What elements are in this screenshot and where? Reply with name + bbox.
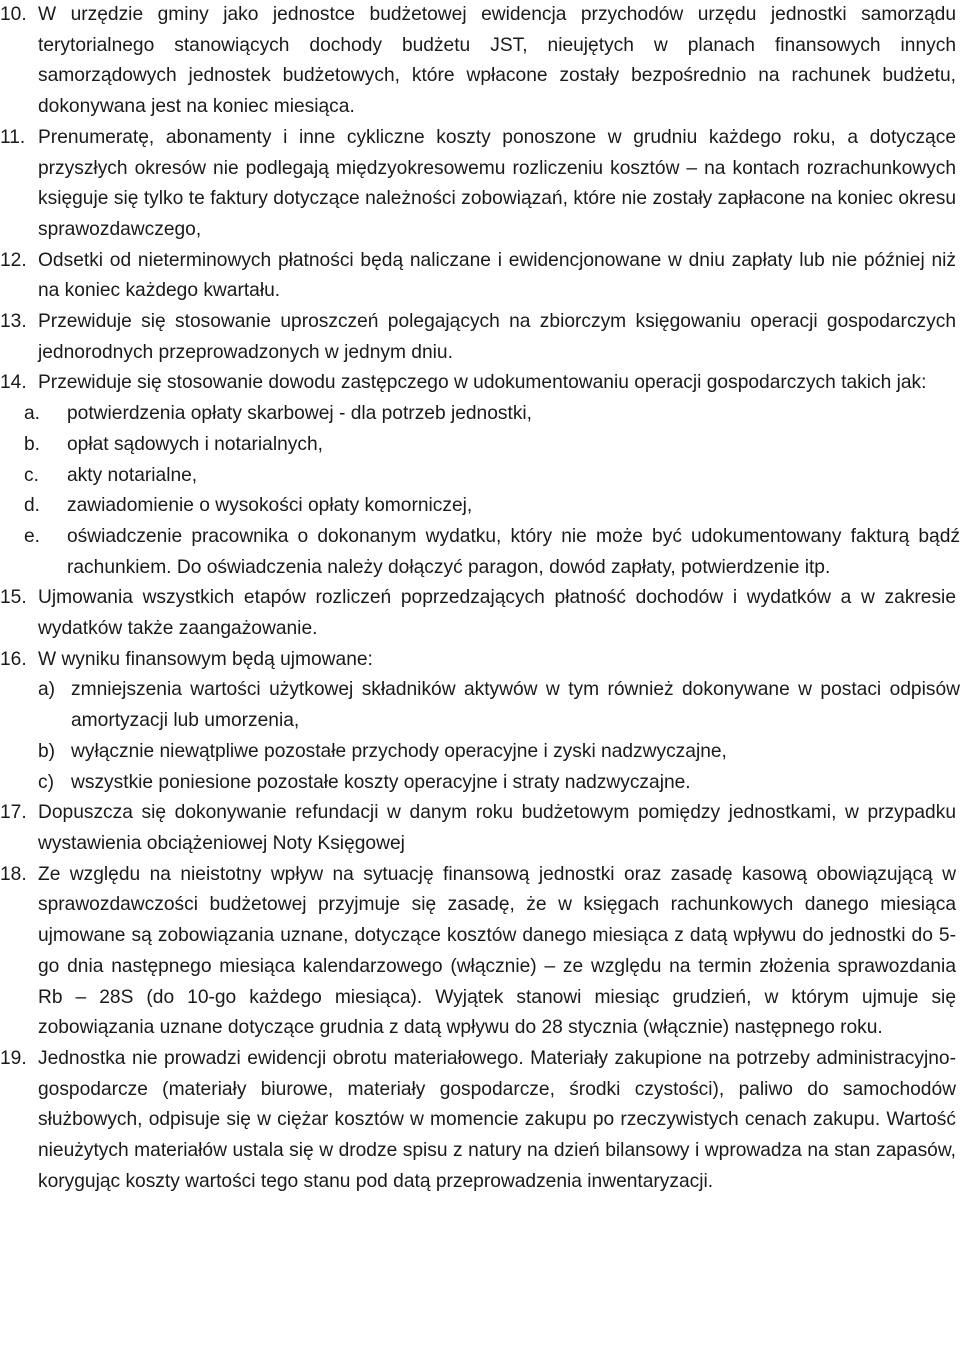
list-item <box>0 645 960 676</box>
item-text: Odsetki od nieterminowych płatności będą naliczane i ewidencjonowane w dniu zapłaty lub nie później niż na koniec każdego kwartału. <box>38 249 956 302</box>
list-item <box>0 246 960 307</box>
item-number: 19. <box>0 1047 27 1069</box>
item-text: Prenumeratę, abonamenty i inne cykliczne koszty ponoszone w grudniu każdego roku, a dotyczące przyszłych okresów nie podlegają międzyokresowemu rozliczeniu kosztów – na kontach rozrachunkowych księguje się tylko te faktury dotyczące należności zobowiązań, które nie zostały zapłacone na koniec okresu sprawozdawczego, <box>38 126 956 240</box>
list-item <box>0 583 960 644</box>
item-number: 17. <box>0 802 27 824</box>
sublist-text: zmniejszenia wartości użytkowej składników aktywów w tym również dokonywane w postaci odpisów amortyzacji lub umorzenia, <box>71 679 960 732</box>
list-item <box>0 123 960 246</box>
sublist-label: b. <box>24 433 41 455</box>
sublist-text: wszystkie poniesione pozostałe koszty operacyjne i straty nadzwyczajne. <box>71 771 691 793</box>
item-text: Przewiduje się stosowanie uproszczeń polegających na zbiorczym księgowaniu operacji gospodarczych jednorodnych przeprowadzonych w jednym dniu. <box>38 311 956 363</box>
item-number: 10. <box>0 4 27 25</box>
sublist-label: a) <box>38 679 56 701</box>
list-item <box>0 798 960 859</box>
sublist-label: c) <box>38 771 54 793</box>
item-text: W wyniku finansowym będą ujmowane: <box>38 648 373 670</box>
item-text: W urzędzie gminy jako jednostce budżetowej ewidencja przychodów urzędu jednostki samorządu terytorialnego stanowiących dochody budżetu JST, nieujętych w planach finansowych innych samorządowych jednostek budżetowych, które wpłacone zostały bezpośrednio na rachunek budżetu, dokonywana jest na koniec miesiąca. <box>38 4 956 118</box>
sublist-label: d. <box>24 495 41 517</box>
sublist-item <box>0 491 960 522</box>
item-number: 12. <box>0 249 27 271</box>
item-number: 13. <box>0 311 27 333</box>
sublist-item <box>0 675 960 736</box>
sublist-text: oświadczenie pracownika o dokonanym wydatku, który nie może być udokumentowany fakturą bądź rachunkiem. Do oświadczenia należy dołączyć paragon, dowód zapłaty, potwierdzenie itp. <box>67 525 960 578</box>
item-text: Ze względu na nieistotny wpływ na sytuację finansową jednostki oraz zasadę kasową obowiązującą w sprawozdawczości budżetowej przyjmuje się zasadę, że w księgach rachunkowych danego miesiąca ujmowane są zobowiązania uznane, dotyczące kosztów danego miesiąca z datą wpływu do jednostki do 5-go dnia następnego miesiąca kalendarzowego (włącznie) – ze względu na termin złożenia sprawozdania Rb – 28S (do 10-go każdego miesiąca). Wyjątek stanowi miesiąc grudzień, w którym ujmuje się zobowiązania uznane dotyczące grudnia z datą wpływu do 28 stycznia (włącznie) następnego roku. <box>38 863 956 1039</box>
sublist-item <box>0 430 960 461</box>
item-number: 16. <box>0 648 27 670</box>
sublist-label: b) <box>38 740 56 762</box>
sublist-item <box>0 399 960 430</box>
sublist-text: zawiadomienie o wysokości opłaty komorniczej, <box>67 495 473 517</box>
sublist-text: wyłącznie niewątpliwe pozostałe przychody operacyjne i zyski nadzwyczajne, <box>71 740 727 762</box>
list-item <box>0 368 960 399</box>
item-text: Ujmowania wszystkich etapów rozliczeń poprzedzających płatność dochodów i wydatków a w zakresie wydatków także zaangażowanie. <box>38 587 956 640</box>
sublist-label: a. <box>24 403 41 425</box>
item-number: 14. <box>0 372 27 394</box>
item-number: 11. <box>0 126 26 148</box>
sublist-item <box>0 522 960 583</box>
sublist-label: e. <box>24 525 41 547</box>
sublist-text: opłat sądowych i notarialnych, <box>67 433 323 455</box>
list-item <box>0 307 960 368</box>
list-item <box>0 1044 960 1198</box>
list-item <box>0 0 960 123</box>
sublist-text: akty notarialne, <box>67 464 198 486</box>
item-text: Dopuszcza się dokonywanie refundacji w danym roku budżetowym pomiędzy jednostkami, w przypadku wystawienia obciążeniowej Noty Księgowej <box>38 802 956 854</box>
sublist-item <box>0 737 960 768</box>
item-number: 18. <box>0 863 27 885</box>
item-text: Przewiduje się stosowanie dowodu zastępczego w udokumentowaniu operacji gospodarczych takich jak: <box>38 372 927 394</box>
list-item <box>0 860 960 1044</box>
sublist-text: potwierdzenia opłaty skarbowej - dla potrzeb jednostki, <box>67 403 533 425</box>
sublist-label: c. <box>24 464 39 486</box>
item-text: Jednostka nie prowadzi ewidencji obrotu materiałowego. Materiały zakupione na potrzeby administracyjno-gospodarcze (materiały biurowe, materiały gospodarcze, środki czystości), paliwo do samochodów służbowych, odpisuje się w ciężar kosztów w momencie zakupu po rzeczywistych cenach zakupu. Wartość nieużytych materiałów ustala się w drodze spisu z natury na dzień bilansowy i wprowadza na stan zapasów, korygując koszty wartości tego stanu pod datą przeprowadzenia inwentaryzacji. <box>38 1047 956 1192</box>
sublist-item <box>0 768 960 799</box>
sublist-item <box>0 461 960 492</box>
item-number: 15. <box>0 587 27 609</box>
